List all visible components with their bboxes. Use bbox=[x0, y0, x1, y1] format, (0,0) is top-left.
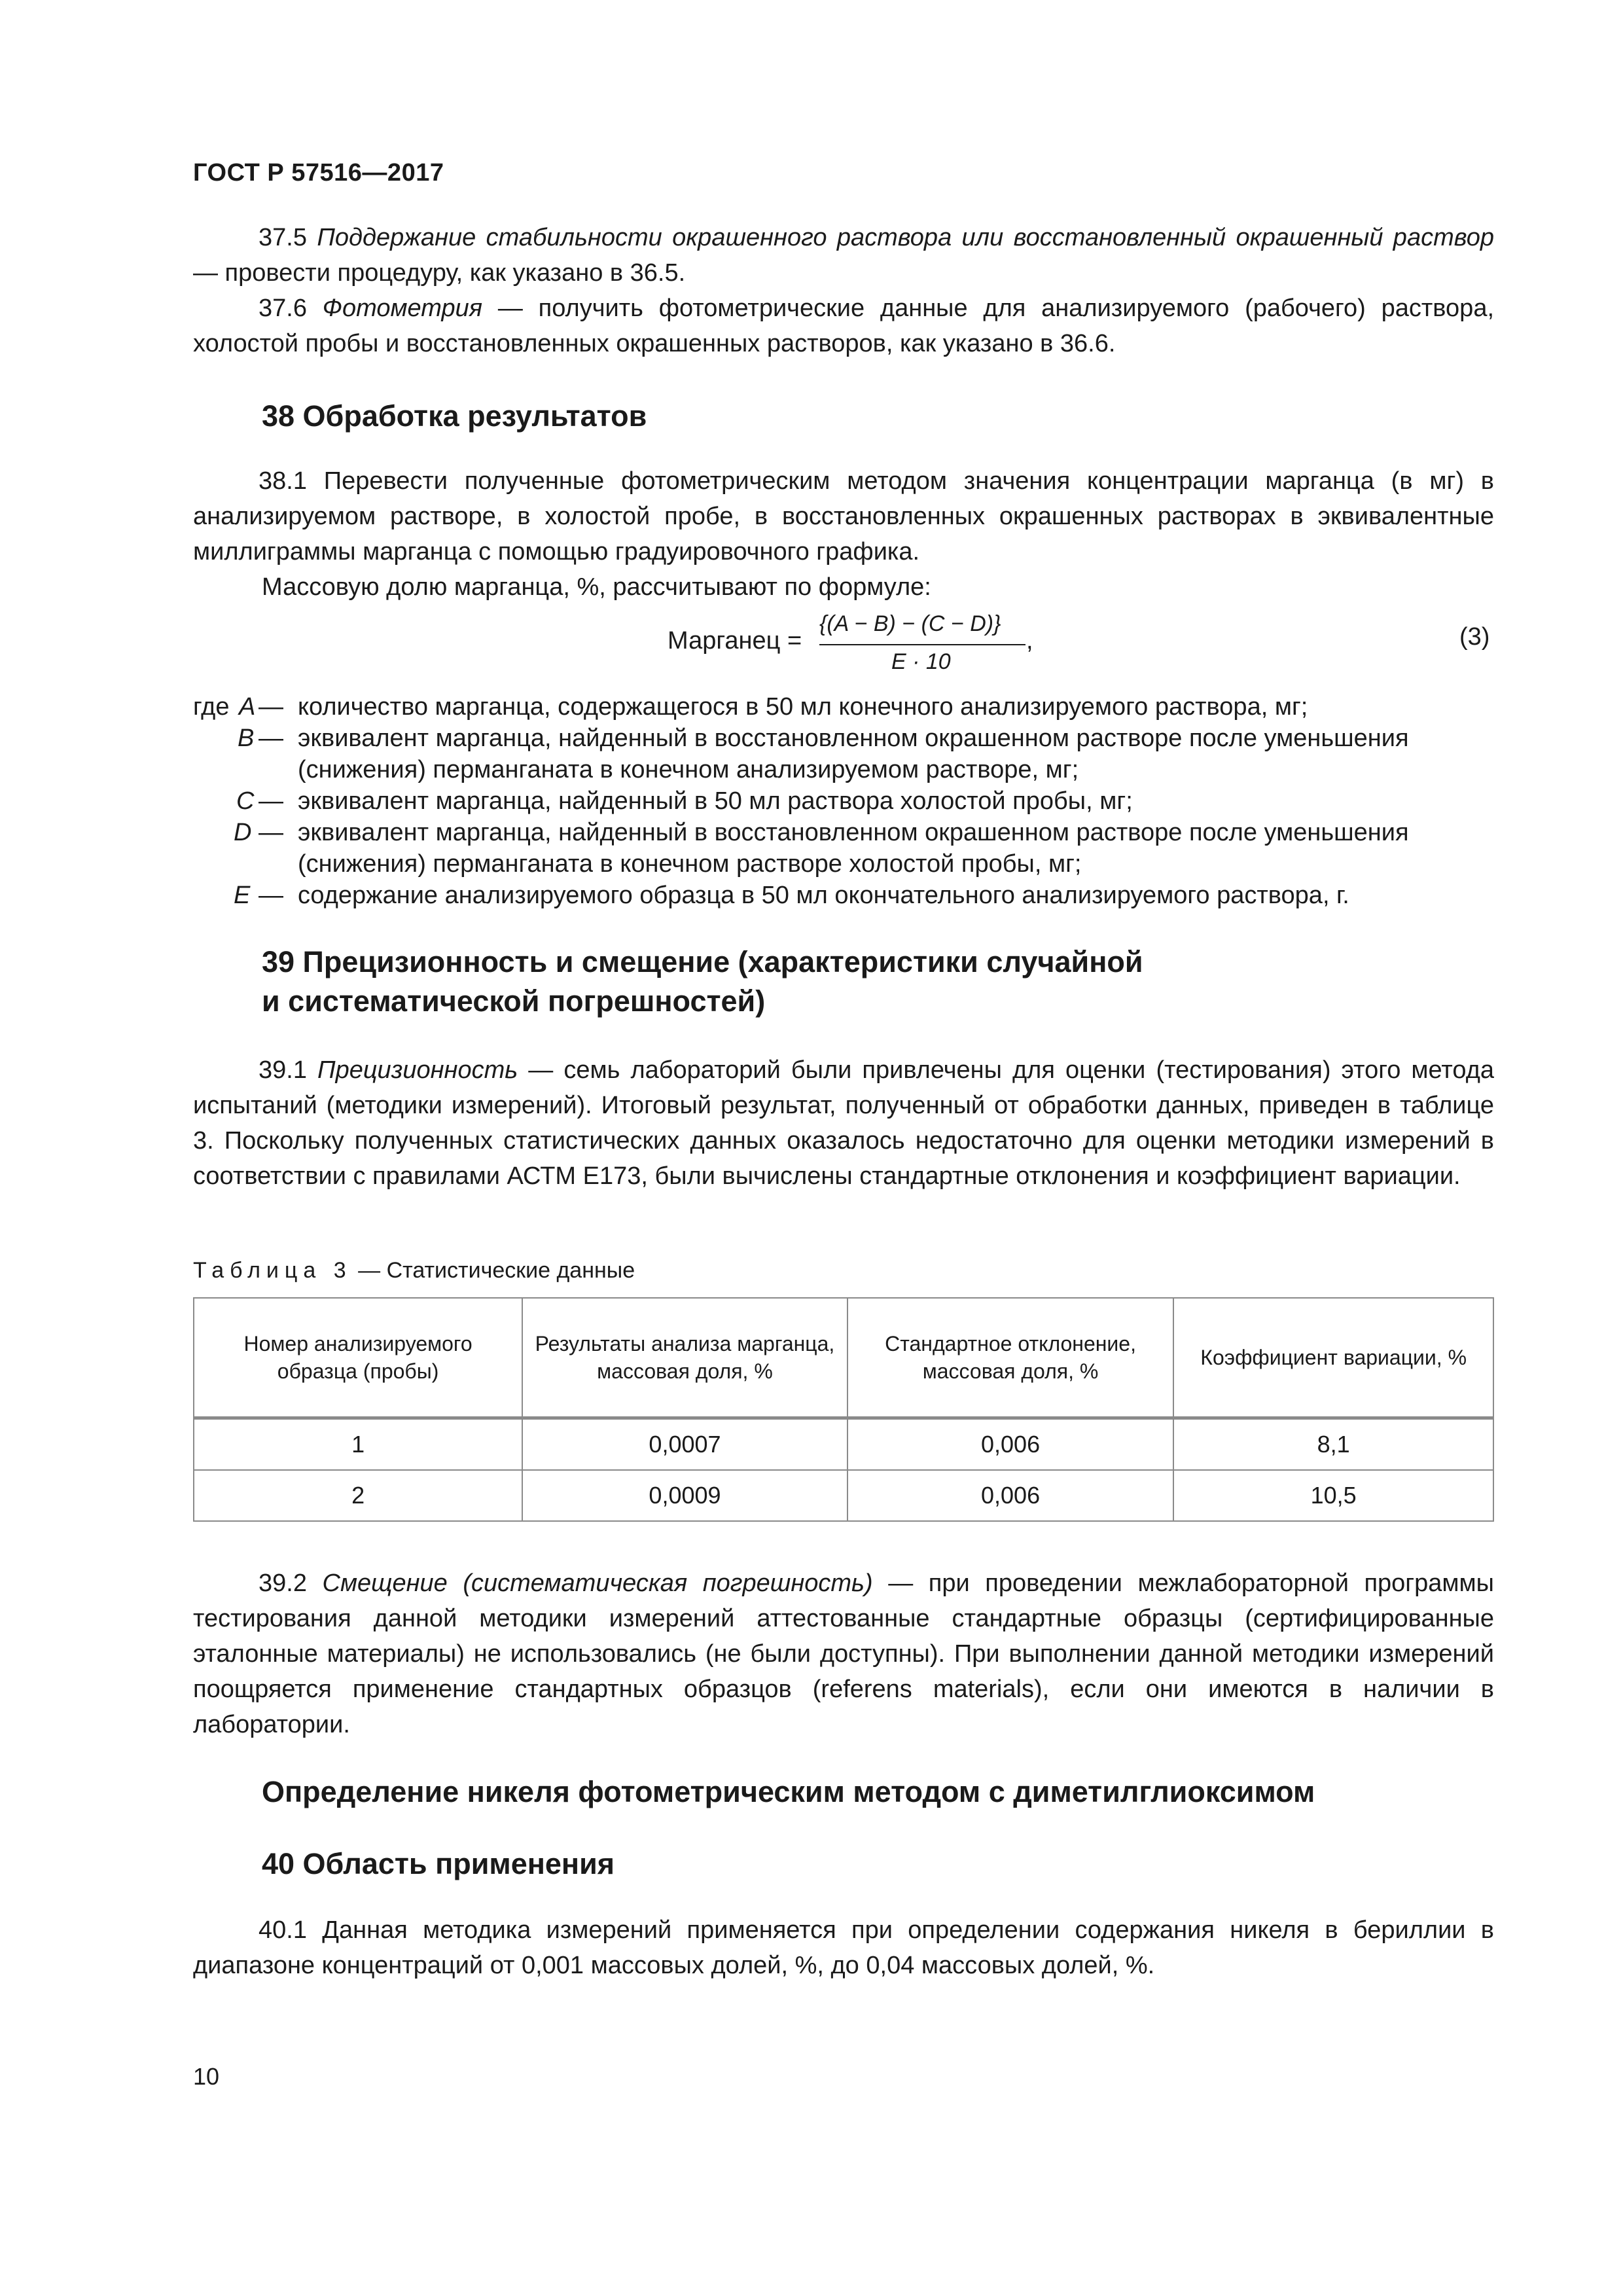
definition-d bbox=[193, 817, 1502, 848]
table-cell: 1 bbox=[194, 1418, 522, 1471]
column-header: Номер анализируемого образца (пробы) bbox=[194, 1298, 522, 1418]
table-caption-title: — Статистические данные bbox=[358, 1258, 635, 1283]
formula-denominator: E · 10 bbox=[891, 649, 951, 674]
item-term: Смещение (систематическая погрешность) bbox=[322, 1570, 873, 1597]
item-text: — получить фотометрические данные для анализируемого (рабочего) раствора, холостой пробы и восстановленных окрашенных растворов, как указано в 36.6. bbox=[193, 295, 1495, 357]
column-header: Результаты анализа марганца, массовая доля, % bbox=[522, 1298, 847, 1418]
definition-text: количество марганца, содержащегося в 50 мл конечного анализируемого раствора, мг; bbox=[298, 693, 1308, 721]
item-term: Поддержание стабильности окрашенного раствора или восстановленный окрашенный раствор bbox=[317, 224, 1495, 251]
definition-text: эквивалент марганца, найденный в восстановленном окрашенном растворе после уменьшения bbox=[298, 725, 1409, 752]
heading-line-2: и систематической погрешностей) bbox=[262, 984, 766, 1018]
table-caption-label: Таблица 3 bbox=[193, 1258, 352, 1283]
definition-dash: — bbox=[259, 787, 283, 815]
formula-number: (3) bbox=[1459, 623, 1490, 651]
formula-comma: , bbox=[1026, 627, 1033, 655]
definition-symbol: A bbox=[239, 693, 256, 721]
definition-b bbox=[193, 723, 1502, 754]
table-cell: 8,1 bbox=[1173, 1418, 1493, 1471]
item-term: Фотометрия bbox=[322, 295, 483, 322]
formula-definitions bbox=[193, 691, 1502, 911]
paragraph-37-5 bbox=[193, 220, 1494, 291]
paragraph-39-2 bbox=[193, 1566, 1494, 1742]
definition-dash: — bbox=[259, 693, 283, 721]
table-caption bbox=[193, 1258, 635, 1283]
formula-numerator: {(A − B) − (C − D)} bbox=[819, 611, 1001, 636]
paragraph-mass-fraction: Массовую долю марганца, %, рассчитывают по формуле: bbox=[262, 573, 931, 601]
table-cell: 0,0007 bbox=[522, 1418, 847, 1471]
table-cell: 10,5 bbox=[1173, 1470, 1493, 1521]
definition-dash: — bbox=[259, 725, 283, 752]
definition-symbol: E bbox=[234, 882, 251, 909]
item-text: — провести процедуру, как указано в 36.5. bbox=[193, 259, 686, 287]
section-heading-40: 40 Область применения bbox=[262, 1847, 615, 1880]
column-header: Коэффициент вариации, % bbox=[1173, 1298, 1493, 1418]
definition-dash: — bbox=[259, 819, 283, 846]
section-heading-39 bbox=[262, 942, 1143, 1021]
section-heading-nickel: Определение никеля фотометрическим методом с диметилглиоксимом bbox=[262, 1775, 1315, 1808]
definition-text-cont: (снижения) перманганата в конечном растворе холостой пробы, мг; bbox=[298, 850, 1082, 878]
definition-b-cont bbox=[193, 754, 1502, 785]
section-heading-38: 38 Обработка результатов bbox=[262, 399, 647, 433]
item-number: 37.6 bbox=[259, 295, 307, 322]
item-term: Прецизионность bbox=[317, 1056, 518, 1084]
item-text: — семь лабораторий были привлечены для оценки (тестирования) этого метода испытаний (методики измерений). Итоговый результат, полученный от обработки данных, приведен в таблице 3. Поскольку полученных статистических данных оказалось недостаточно для оценки методики измерений в соответствии с правилами АСТМ Е173, были вычислены стандартные отклонения и коэффициент вариации. bbox=[193, 1056, 1494, 1190]
column-header: Стандартное отклонение, массовая доля, % bbox=[847, 1298, 1174, 1418]
table-row bbox=[194, 1470, 1493, 1521]
table-header-row bbox=[194, 1298, 1493, 1418]
definition-symbol: C bbox=[236, 787, 255, 815]
definition-dash: — bbox=[259, 882, 283, 909]
definition-text: содержание анализируемого образца в 50 мл окончательного анализируемого раствора, г. bbox=[298, 882, 1349, 909]
item-number: 37.5 bbox=[259, 224, 307, 251]
table-cell: 0,006 bbox=[847, 1470, 1174, 1521]
paragraph-39-1 bbox=[193, 1052, 1494, 1194]
where-label: где bbox=[193, 693, 230, 721]
definition-text: эквивалент марганца, найденный в восстановленном окрашенном растворе после уменьшения bbox=[298, 819, 1409, 846]
fraction-bar bbox=[819, 644, 1026, 645]
table-cell: 0,0009 bbox=[522, 1470, 847, 1521]
formula-lhs: Марганец = bbox=[668, 627, 802, 655]
definition-symbol: D bbox=[234, 819, 252, 846]
definition-c bbox=[193, 785, 1502, 817]
paragraph-38-1: 38.1 Перевести полученные фотометрическим методом значения концентрации марганца (в мг) в анализируемом растворе, в холостой пробе, в восстановленных окрашенных растворах в эквивалентные миллиграммы марганца с помощью градуировочного графика. bbox=[193, 467, 1494, 565]
definition-text: эквивалент марганца, найденный в 50 мл раствора холостой пробы, мг; bbox=[298, 787, 1133, 815]
heading-line-1: 39 Прецизионность и смещение (характеристики случайной bbox=[262, 945, 1143, 978]
paragraph-40-1: 40.1 Данная методика измерений применяется при определении содержания никеля в бериллии в диапазоне концентраций от 0,001 массовых долей, %, до 0,04 массовых долей, %. bbox=[193, 1916, 1494, 1979]
definition-e bbox=[193, 880, 1502, 911]
table-cell: 2 bbox=[194, 1470, 522, 1521]
definition-symbol: B bbox=[238, 725, 255, 752]
definition-text-cont: (снижения) перманганата в конечном анализируемом растворе, мг; bbox=[298, 756, 1079, 783]
definition-a bbox=[193, 691, 1502, 723]
table-row bbox=[194, 1418, 1493, 1471]
table-cell: 0,006 bbox=[847, 1418, 1174, 1471]
item-text: — при проведении межлабораторной программы тестирования данной методики измерений аттестованные стандартные образцы (сертифицированные эталонные материалы) не использовались (не были доступны). При выполнении данной методики измерений поощряется применение стандартных образцов (referens materials), если они имеются в наличии в лаборатории. bbox=[193, 1570, 1494, 1738]
document-header: ГОСТ Р 57516—2017 bbox=[193, 159, 444, 187]
item-number: 39.2 bbox=[259, 1570, 307, 1597]
item-number: 39.1 bbox=[259, 1056, 307, 1084]
definition-d-cont bbox=[193, 848, 1502, 880]
statistics-table bbox=[193, 1297, 1494, 1522]
page-number: 10 bbox=[193, 2063, 220, 2090]
paragraph-37-6 bbox=[193, 291, 1494, 361]
